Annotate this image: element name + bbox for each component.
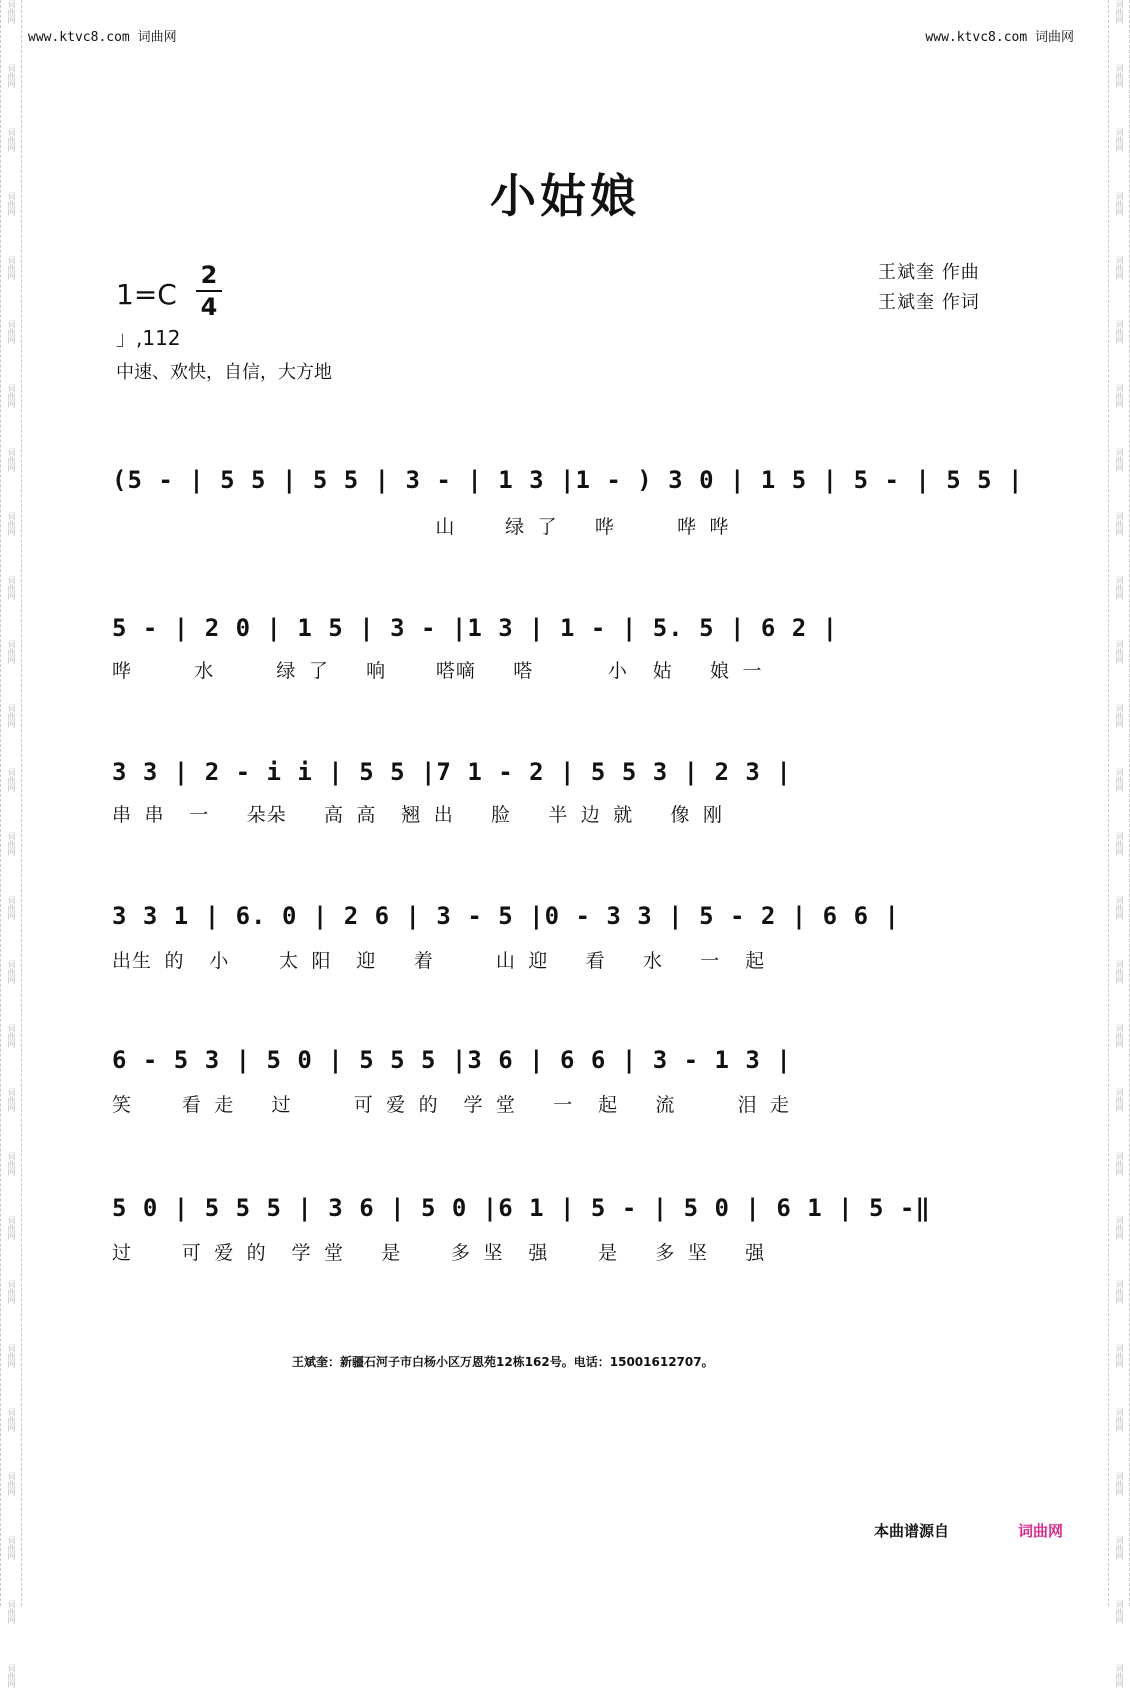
watermark-text: 词曲网: [1115, 1152, 1124, 1176]
watermark-text: 词曲网: [1115, 1472, 1124, 1496]
watermark-text: 词曲网: [7, 1344, 16, 1368]
watermark-text: 词曲网: [7, 1600, 16, 1624]
watermark-text: 词曲网: [1115, 384, 1124, 408]
song-title: 小姑娘: [490, 169, 640, 223]
watermark-text: 词曲网: [7, 640, 16, 664]
lyrics-line-4: 出生 的 小 太 阳 迎 着 山 迎 看 水 一 起: [112, 950, 766, 972]
header-site-right[interactable]: www.ktvc8.com 词曲网: [925, 30, 1074, 45]
right-watermark-strip: [1108, 0, 1130, 1688]
watermark-text: 词曲网: [1115, 0, 1124, 24]
watermark-text: 词曲网: [7, 192, 16, 216]
watermark-text: 词曲网: [7, 1152, 16, 1176]
watermark-text: 词曲网: [1115, 768, 1124, 792]
watermark-text: 词曲网: [7, 64, 16, 88]
lyrics-line-3: 串 串 一 朵朵 高 高 翘 出 脸 半 边 就 像 刚: [112, 804, 723, 826]
watermark-text: 词曲网: [7, 768, 16, 792]
expression-marking: 中速、欢快，自信，大方地: [116, 362, 332, 383]
watermark-text: 词曲网: [1115, 448, 1124, 472]
watermark-text: 词曲网: [7, 1088, 16, 1112]
meter-divider: [196, 290, 222, 292]
author-contact-note: 王斌奎：新疆石河子市白杨小区万恩苑12栋162号。电话：15001612707。: [292, 1355, 714, 1369]
watermark-text: 词曲网: [1115, 1536, 1124, 1560]
key-signature: 1=C: [116, 278, 177, 311]
watermark-text: 词曲网: [1115, 896, 1124, 920]
watermark-text: 词曲网: [7, 1536, 16, 1560]
watermark-text: 词曲网: [1115, 1408, 1124, 1432]
watermark-text: 词曲网: [7, 1472, 16, 1496]
lyrics-line-2: 哗 水 绿 了 响 嗒嘀 嗒 小 姑 娘 一: [112, 660, 763, 682]
watermark-text: 词曲网: [7, 704, 16, 728]
watermark-text: 词曲网: [1115, 1344, 1124, 1368]
watermark-text: 词曲网: [1115, 576, 1124, 600]
watermark-text: 词曲网: [1115, 320, 1124, 344]
watermark-text: 词曲网: [1115, 1216, 1124, 1240]
watermark-text: 词曲网: [7, 448, 16, 472]
watermark-text: 词曲网: [7, 1664, 16, 1688]
watermark-text: 词曲网: [7, 832, 16, 856]
lyrics-line-5: 笑 看 走 过 可 爱 的 学 堂 一 起 流 泪 走: [112, 1094, 791, 1116]
notation-line-6: 5 0 | 5 5 5 | 3 6 | 5 0 |6 1 | 5 - | 5 0 | 6 1 | 5 -‖: [112, 1194, 931, 1222]
brand-link[interactable]: 词曲网: [1018, 1522, 1064, 1540]
watermark-text: 词曲网: [1115, 1664, 1124, 1688]
watermark-text: 词曲网: [7, 896, 16, 920]
composer-credit: 王斌奎 作曲: [878, 262, 980, 283]
watermark-text: 词曲网: [1115, 640, 1124, 664]
notation-line-2: 5 - | 2 0 | 1 5 | 3 - |1 3 | 1 - | 5. 5 | 6 2 |: [112, 614, 839, 642]
lyrics-line-6: 过 可 爱 的 学 堂 是 多 坚 强 是 多 坚 强: [112, 1242, 766, 1264]
notation-line-5: 6 - 5 3 | 5 0 | 5 5 5 |3 6 | 6 6 | 3 - 1 3 |: [112, 1046, 792, 1074]
watermark-text: 词曲网: [1115, 1024, 1124, 1048]
header-site-left[interactable]: www.ktvc8.com 词曲网: [28, 30, 177, 45]
watermark-text: 词曲网: [7, 128, 16, 152]
watermark-text: 词曲网: [1115, 64, 1124, 88]
watermark-text: 词曲网: [1115, 1280, 1124, 1304]
meter-top: 2: [200, 261, 218, 289]
lyrics-line-1: 山 绿 了 哗 哗 哗: [112, 516, 730, 538]
watermark-text: 词曲网: [1115, 960, 1124, 984]
watermark-text: 词曲网: [7, 512, 16, 536]
watermark-text: 词曲网: [1115, 512, 1124, 536]
watermark-text: 词曲网: [7, 576, 16, 600]
notation-line-1: (5 - | 5 5 | 5 5 | 3 - | 1 3 |1 - ) 3 0 | 1 5 | 5 - | 5 5 |: [112, 466, 1024, 494]
watermark-text: 词曲网: [7, 1280, 16, 1304]
watermark-text: 词曲网: [7, 320, 16, 344]
watermark-text: 词曲网: [7, 256, 16, 280]
watermark-text: 词曲网: [1115, 256, 1124, 280]
watermark-text: 词曲网: [1115, 1088, 1124, 1112]
source-label: 本曲谱源自: [874, 1522, 950, 1540]
watermark-text: 词曲网: [7, 1216, 16, 1240]
watermark-text: 词曲网: [7, 0, 16, 24]
notation-line-3: 3 3 | 2 - i i | 5 5 |7 1 - 2 | 5 5 3 | 2 3 |: [112, 758, 792, 786]
tempo-marking: 」,112: [116, 326, 181, 350]
watermark-text: 词曲网: [7, 960, 16, 984]
watermark-text: 词曲网: [1115, 1600, 1124, 1624]
watermark-text: 词曲网: [7, 1024, 16, 1048]
watermark-text: 词曲网: [7, 1408, 16, 1432]
watermark-text: 词曲网: [1115, 192, 1124, 216]
watermark-text: 词曲网: [1115, 128, 1124, 152]
watermark-text: 词曲网: [1115, 832, 1124, 856]
time-signature: [196, 262, 222, 320]
notation-line-4: 3 3 1 | 6. 0 | 2 6 | 3 - 5 |0 - 3 3 | 5 - 2 | 6 6 |: [112, 902, 900, 930]
watermark-text: 词曲网: [1115, 704, 1124, 728]
watermark-text: 词曲网: [7, 384, 16, 408]
left-watermark-strip: [0, 0, 22, 1688]
meter-bottom: 4: [200, 293, 218, 321]
lyricist-credit: 王斌奎 作词: [878, 292, 980, 313]
